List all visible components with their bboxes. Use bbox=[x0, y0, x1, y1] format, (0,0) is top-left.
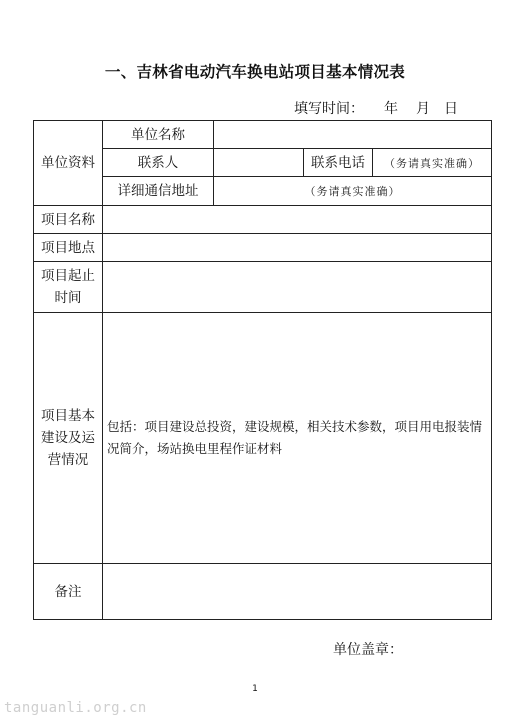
document-title: 一、吉林省电动汽车换电站项目基本情况表 bbox=[104, 63, 406, 81]
phone-label: 联系电话 bbox=[304, 149, 373, 177]
remarks-label: 备注 bbox=[34, 564, 103, 620]
unit-name-label: 单位名称 bbox=[103, 121, 214, 149]
project-period-field[interactable] bbox=[103, 262, 492, 313]
project-name-field[interactable] bbox=[103, 206, 492, 234]
table-row bbox=[34, 564, 492, 620]
project-period-label-line1: 项目起止 bbox=[41, 268, 95, 284]
project-basic-label-line2: 建设及运 bbox=[41, 430, 95, 446]
watermark: tanguanli.org.cn bbox=[4, 700, 147, 716]
project-period-label bbox=[34, 262, 103, 313]
page-number: 1 bbox=[252, 684, 258, 694]
remarks-field[interactable] bbox=[103, 564, 492, 620]
project-basic-label-line1: 项目基本 bbox=[41, 408, 95, 424]
table-row bbox=[34, 149, 492, 177]
project-location-label: 项目地点 bbox=[34, 234, 103, 262]
unit-info-section-label: 单位资料 bbox=[34, 121, 103, 206]
fill-time-month: 月 bbox=[416, 101, 430, 117]
seal-label: 单位盖章： bbox=[333, 642, 403, 658]
table-row bbox=[34, 206, 492, 234]
project-info-table bbox=[33, 120, 492, 620]
project-period-label-line2: 时间 bbox=[54, 290, 82, 306]
fill-time-line bbox=[294, 98, 458, 118]
project-name-label: 项目名称 bbox=[34, 206, 103, 234]
project-basic-field[interactable]: 包括：项目建设总投资，建设规模，相关技术参数，项目用电报装情况简介，场站换电里程作证材料 bbox=[103, 313, 492, 564]
contact-label: 联系人 bbox=[103, 149, 214, 177]
project-location-field[interactable] bbox=[103, 234, 492, 262]
table-row bbox=[34, 121, 492, 149]
table-row bbox=[34, 234, 492, 262]
project-basic-label bbox=[34, 313, 103, 564]
table-row bbox=[34, 313, 492, 564]
address-label: 详细通信地址 bbox=[103, 177, 214, 206]
phone-field-hint[interactable]: （务请真实准确） bbox=[373, 149, 492, 177]
table-row bbox=[34, 177, 492, 206]
address-field-hint[interactable]: （务请真实准确） bbox=[214, 177, 492, 206]
fill-time-day: 日 bbox=[444, 101, 458, 117]
project-basic-label-line3: 营情况 bbox=[47, 452, 89, 468]
unit-name-field[interactable] bbox=[214, 121, 492, 149]
fill-time-label: 填写时间： bbox=[294, 101, 364, 117]
contact-field[interactable] bbox=[214, 149, 304, 177]
fill-time-year: 年 bbox=[384, 101, 398, 117]
table-row bbox=[34, 262, 492, 313]
